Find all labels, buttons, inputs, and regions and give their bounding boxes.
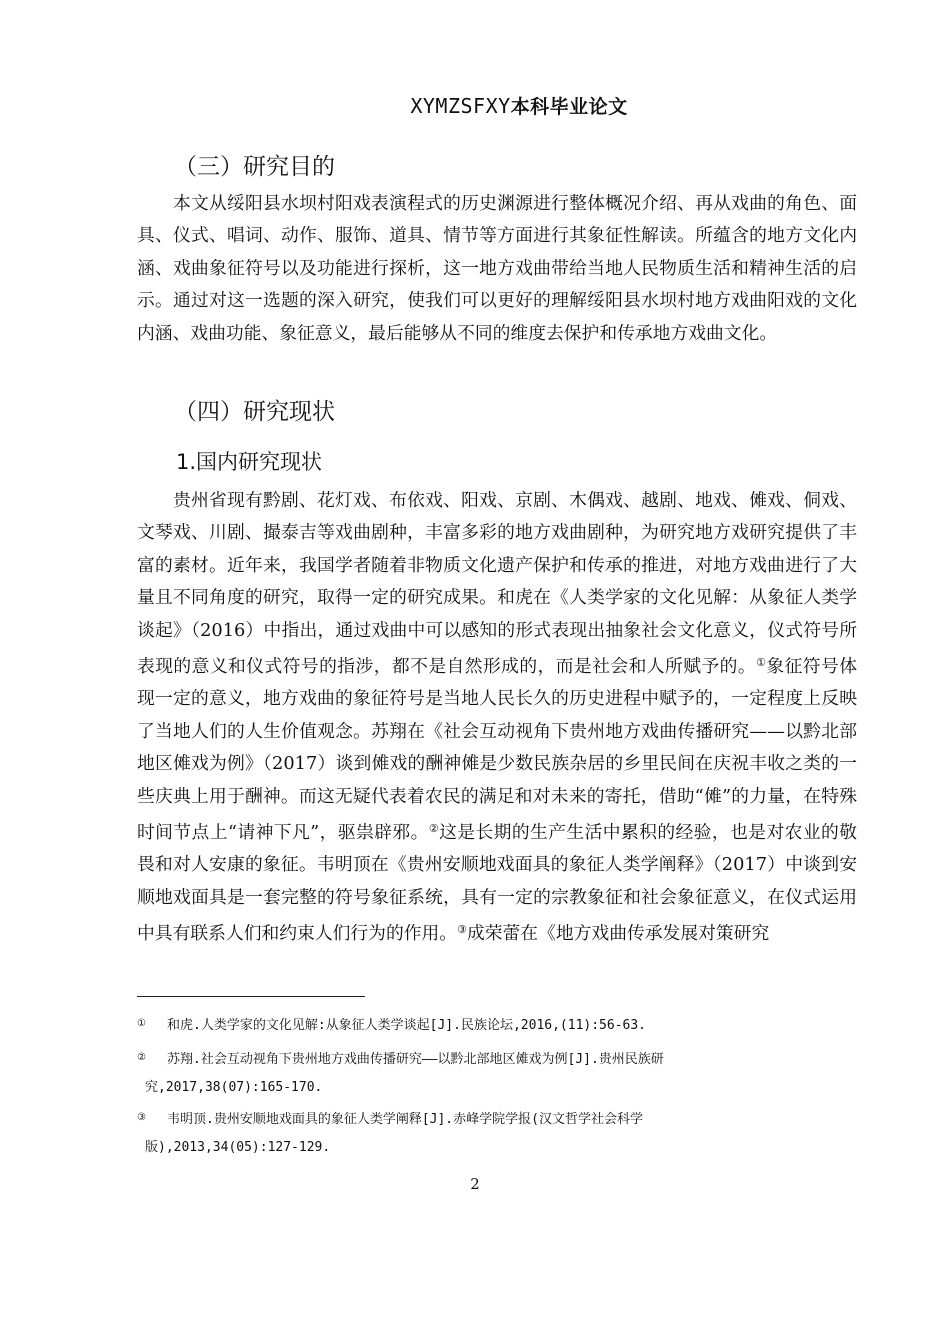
footnote-text-continued: 究,2017,38(07):165-170. — [145, 1080, 323, 1095]
subsection-heading-domestic: 1.国内研究现状 — [176, 450, 323, 474]
footnote-mark: ③ — [137, 1112, 146, 1123]
footnote-mark: ① — [137, 1018, 146, 1029]
footnote-separator — [137, 996, 365, 997]
domestic-status-paragraph — [137, 485, 857, 951]
domestic-text-1: 贵州省现有黔剧、花灯戏、布依戏、阳戏、京剧、木偶戏、越剧、地戏、傩戏、侗戏、文琴戏、川剧、撮泰吉等戏曲剧种，丰富多彩的地方戏曲剧种，为研究地方戏研究提供了丰富的素材。近年来，我国学者随着非物质文化遗产保护和传承的推进，对地方戏曲进行了大量且不同角度的研究，取得一定的研究成果。和虎在《人类学家的文化见解：从象征人类学谈起》（2016）中指出，通过戏曲中可以感知的形式表现出抽象社会文化意义，仪式符号所表现的意义和仪式符号的指涉，都不是自然形成的，而是社会和人所赋予的。 — [137, 490, 857, 678]
footnote-text-continued: 版),2013,34(05):127-129. — [145, 1140, 331, 1155]
footnote-ref-1[interactable]: ① — [756, 656, 767, 670]
purpose-paragraph: 本文从绥阳县水坝村阳戏表演程式的历史渊源进行整体概况介绍、再从戏曲的角色、面具、仪式、唱词、动作、服饰、道具、情节等方面进行其象征性解读。所蕴含的地方文化内涵、戏曲象征符号以及功能进行探析，这一地方戏曲带给当地人民物质生活和精神生活的启示。通过对这一选题的深入研究，使我们可以更好的理解绥阳县水坝村地方戏曲阳戏的文化内涵、戏曲功能、象征意义，最后能够从不同的维度去保护和传承地方戏曲文化。 — [137, 193, 857, 344]
footnote-text: 和虎.人类学家的文化见解:从象征人类学谈起[J].民族论坛,2016,(11):56-63. — [167, 1018, 647, 1033]
domestic-text-2: 象征符号体现一定的意义，地方戏曲的象征符号是当地人民长久的历史进程中赋予的，一定程度上反映了当地人们的人生价值观念。苏翔在《社会互动视角下贵州地方戏曲传播研究——以黔北部地区傩戏为例》（2017）谈到傩戏的酬神傩是少数民族杂居的乡里民间在庆祝丰收之类的一些庆典上用于酬神。而这无疑代表着农民的满足和对未来的寄托，借助“傩”的力量，在特殊时间节点上“请神下凡”，驱祟辟邪。 — [137, 656, 857, 844]
footnote-ref-2[interactable]: ② — [428, 822, 440, 836]
domestic-text-3: 这是长期的生产生活中累积的经验，也是对农业的敬畏和对人安康的象征。韦明顶在《贵州安顺地戏面具的象征人类学阐释》（2017）中谈到安顺地戏面具是一套完整的符号象征系统，具有一定的宗教象征和社会象征意义，在仪式运用中具有联系人们和约束人们行为的作用。 — [137, 822, 857, 945]
footnote-3 — [137, 1106, 857, 1162]
footnote-2 — [137, 1046, 857, 1102]
running-header — [0, 92, 950, 119]
header-code: XYMZSFXY — [410, 94, 511, 118]
header-label: 本科毕业论文 — [510, 96, 628, 118]
section-heading-status: （四）研究现状 — [174, 399, 335, 425]
footnote-1 — [137, 1012, 857, 1040]
section-heading-purpose: （三）研究目的 — [174, 154, 335, 180]
domestic-text-4: 成荣蕾在《地方戏曲传承发展对策研究 — [466, 923, 770, 945]
footnote-mark: ② — [137, 1052, 146, 1063]
page-number: 2 — [470, 1175, 480, 1193]
footnote-ref-3[interactable]: ③ — [457, 923, 467, 937]
footnote-text: 韦明顶.贵州安顺地戏面具的象征人类学阐释[J].赤峰学院学报(汉文哲学社会科学 — [167, 1112, 643, 1127]
footnote-text: 苏翔.社会互动视角下贵州地方戏曲传播研究——以黔北部地区傩戏为例[J].贵州民族研 — [167, 1052, 664, 1067]
